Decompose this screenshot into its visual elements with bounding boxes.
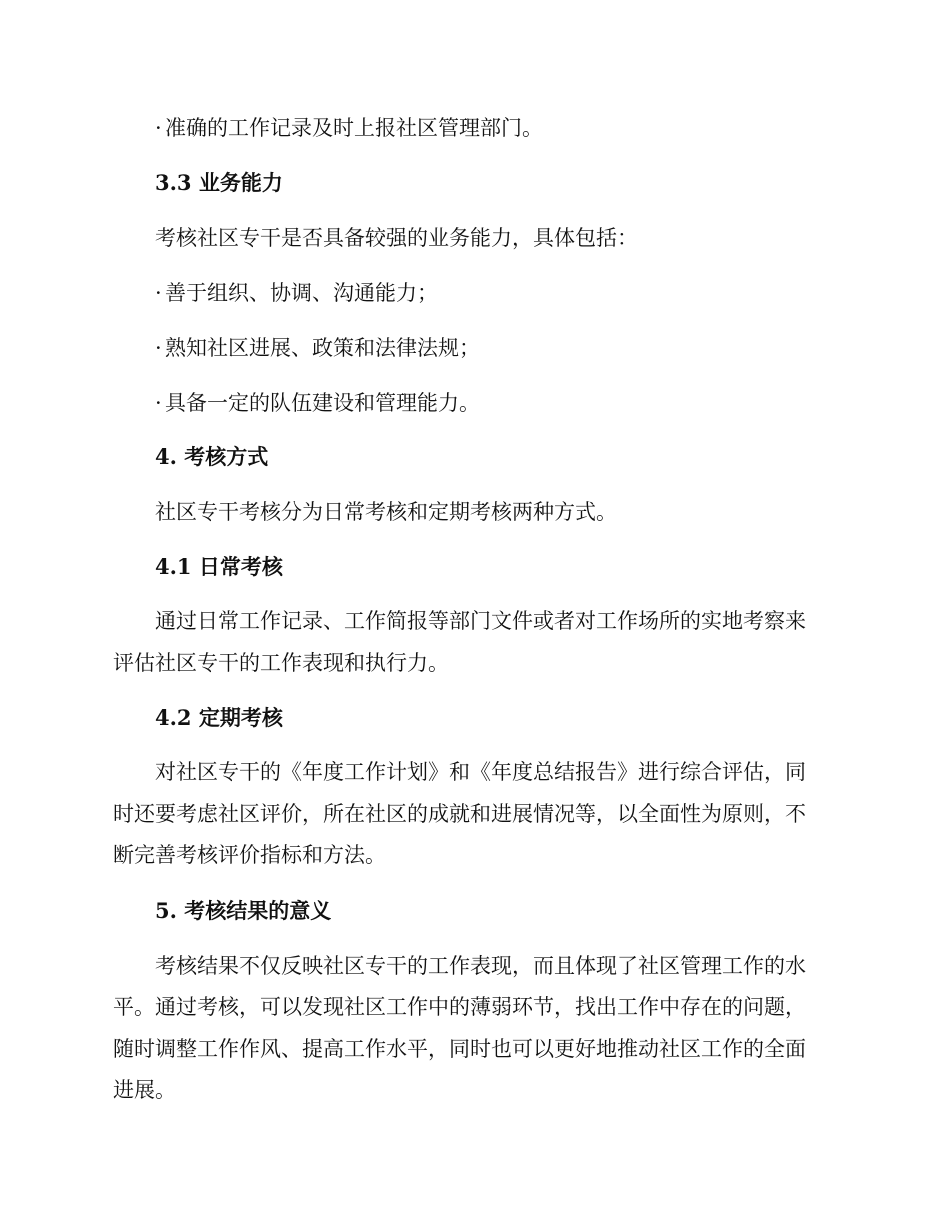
paragraph-line: 进展。 (113, 1078, 176, 1102)
bullet-mark: · (155, 336, 162, 360)
paragraph-line: 评估社区专干的工作表现和执行力。 (113, 651, 449, 675)
bullet-item (155, 113, 543, 143)
paragraph-line: 考核结果不仅反映社区专干的工作表现，而且体现了社区管理工作的水 (155, 954, 806, 978)
section-heading: 4.2 定期考核 (155, 705, 283, 730)
bullet-text: 善于组织、协调、沟通能力； (165, 281, 438, 305)
paragraph-line: 平。通过考核，可以发现社区工作中的薄弱环节，找出工作中存在的问题， (113, 995, 806, 1019)
bullet-text: 熟知社区进展、政策和法律法规； (165, 336, 480, 360)
bullet-text: 准确的工作记录及时上报社区管理部门。 (165, 116, 543, 140)
section-heading: 3.3 业务能力 (155, 170, 283, 195)
bullet-item (155, 278, 438, 308)
bullet-mark: · (155, 391, 162, 415)
bullet-item (155, 388, 480, 418)
paragraph-line: 社区专干考核分为日常考核和定期考核两种方式。 (155, 500, 617, 524)
paragraph-line: 对社区专干的《年度工作计划》和《年度总结报告》进行综合评估，同 (155, 760, 806, 784)
bullet-mark: · (155, 281, 162, 305)
section-heading: 5. 考核结果的意义 (155, 898, 332, 923)
paragraph-line: 时还要考虑社区评价，所在社区的成就和进展情况等，以全面性为原则，不 (113, 802, 806, 826)
bullet-text: 具备一定的队伍建设和管理能力。 (165, 391, 480, 415)
paragraph-line: 断完善考核评价指标和方法。 (113, 843, 386, 867)
bullet-item (155, 333, 480, 363)
paragraph-line: 通过日常工作记录、工作简报等部门文件或者对工作场所的实地考察来 (155, 609, 806, 633)
section-heading: 4.1 日常考核 (155, 554, 283, 579)
bullet-mark: · (155, 116, 162, 140)
paragraph-line: 考核社区专干是否具备较强的业务能力，具体包括： (155, 226, 638, 250)
paragraph-line: 随时调整工作作风、提高工作水平，同时也可以更好地推动社区工作的全面 (113, 1037, 806, 1061)
section-heading: 4. 考核方式 (155, 444, 269, 469)
